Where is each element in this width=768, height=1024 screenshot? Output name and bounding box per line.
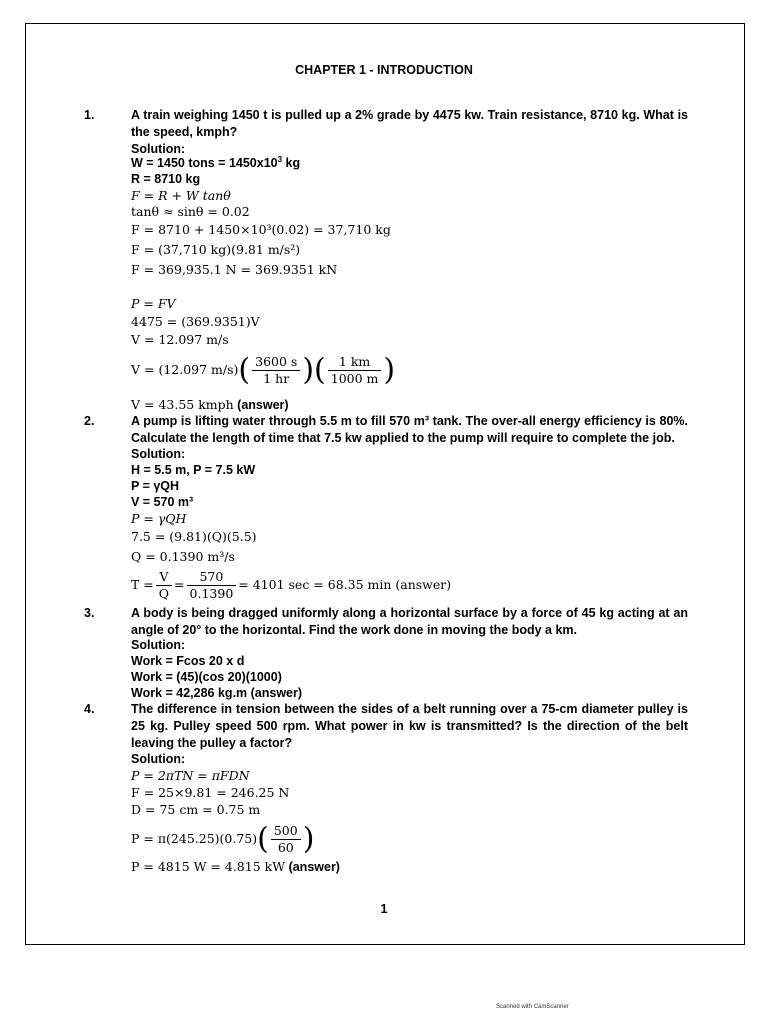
problem-3-work-formula: Work = Fcos 20 x d (131, 654, 245, 668)
problem-1-force-result: F = 369,935.1 N = 369.9351 kN (131, 262, 338, 277)
problem-2-question: A pump is lifting water through 5.5 m to fill 570 m³ tank. The over-all energy efficiency is 80%. Calculate the length of time that 7.5 kw applied to the pump will require to complete the job. (131, 414, 688, 445)
fraction-seconds-per-hour: $\frac{3600 s}{1 hr}$ (252, 354, 300, 387)
problem-3-work-answer: Work = 42,286 kg.m (answer) (131, 686, 303, 700)
problem-4-force: F = 25×9.81 = 246.25 N (131, 785, 290, 800)
fraction-km-per-m: $\frac{1 km}{1000 m}$ (328, 354, 382, 387)
problem-4-answer: P = 4815 W = 4.815 kW (answer) (131, 859, 340, 874)
problem-2-solution-label: Solution: (131, 447, 186, 461)
problem-2-substitution: 7.5 = (9.81)(Q)(5.5) (131, 529, 257, 544)
problem-3-work-sub: Work = (45)(cos 20)(1000) (131, 670, 282, 684)
problem-4-power-calc: P = π(245.25)(0.75)( $\frac{500}{60}$ ) (131, 821, 315, 857)
problem-3-question: A body is being dragged uniformly along a horizontal surface by a force of 45 kg acting at an angle of 20° to the horizontal. Find the work done in moving the body a km. (131, 606, 688, 637)
problem-4-diameter: D = 75 cm = 0.75 m (131, 802, 261, 817)
problem-1-velocity: V = 12.097 m/s (131, 332, 229, 347)
problem-1-force-conversion: F = (37,710 kg)(9.81 m/s²) (131, 242, 301, 257)
problem-4-number: 4. (84, 702, 95, 716)
problem-1-answer: V = 43.55 kmph (answer) (131, 397, 289, 412)
fraction-v-over-q: $\frac{V}{Q}$ (156, 569, 172, 602)
problem-2-power-formula: P = γQH (131, 479, 180, 493)
problem-1-solution-label: Solution: (131, 142, 186, 156)
problem-3-number: 3. (84, 606, 95, 620)
problem-1-force-formula: F = R + W tanθ (131, 188, 231, 203)
problem-1-velocity-conversion: V = (12.097 m/s)( $\frac{3600 s}{1 hr}$ )( $\frac{1 km}{1000 m}$ ) (131, 352, 396, 388)
fraction-time-values: $\frac{570}{0.1390}$ (187, 569, 237, 602)
problem-2-time: T = $\frac{V}{Q}$ = $\frac{570}{0.1390}$ = 4101 sec = 68.35 min (answer) (131, 569, 452, 601)
page-title: CHAPTER 1 - INTRODUCTION (295, 63, 473, 77)
problem-2-volume: V = 570 m³ (131, 495, 194, 509)
problem-1-question: A train weighing 1450 t is pulled up a 2% grade by 4475 kw. Train resistance, 8710 kg. What is the speed, kmph? (131, 108, 688, 139)
problem-1-number: 1. (84, 108, 95, 122)
problem-4-power-formula: P = 2πTN = πFDN (131, 768, 250, 783)
problem-2-number: 2. (84, 414, 95, 428)
page-number: 1 (380, 902, 388, 916)
problem-4-question: The difference in tension between the sides of a belt running over a 75-cm diameter pulley is 25 kg. Pulley speed 500 rpm. What power in kw is transmitted? Is the direction of the belt leaving the pulley a factor? (131, 702, 688, 750)
problem-4-solution-label: Solution: (131, 752, 186, 766)
problem-1-power-formula: P = FV (131, 296, 176, 311)
problem-2-given: H = 5.5 m, P = 7.5 kW (131, 463, 256, 477)
problem-2-flow: Q = 0.1390 m³/s (131, 549, 235, 564)
fraction-rpm: $\frac{500}{60}$ (271, 823, 301, 856)
problem-2-power-formula-2: P = γQH (131, 511, 187, 526)
problem-1-force-calc: F = 8710 + 1450×10³(0.02) = 37,710 kg (131, 222, 391, 237)
problem-1-tan-approx: tanθ ≈ sinθ = 0.02 (131, 204, 250, 219)
problem-3-solution-label: Solution: (131, 638, 186, 652)
problem-1-weight: W = 1450 tons = $1450x10^3$ kg (131, 155, 301, 170)
problem-1-power-sub: 4475 = (369.9351)V (131, 314, 260, 329)
problem-1-resistance: R = 8710 kg (131, 172, 201, 186)
scanner-watermark: Scanned with CamScanner (496, 1004, 569, 1010)
